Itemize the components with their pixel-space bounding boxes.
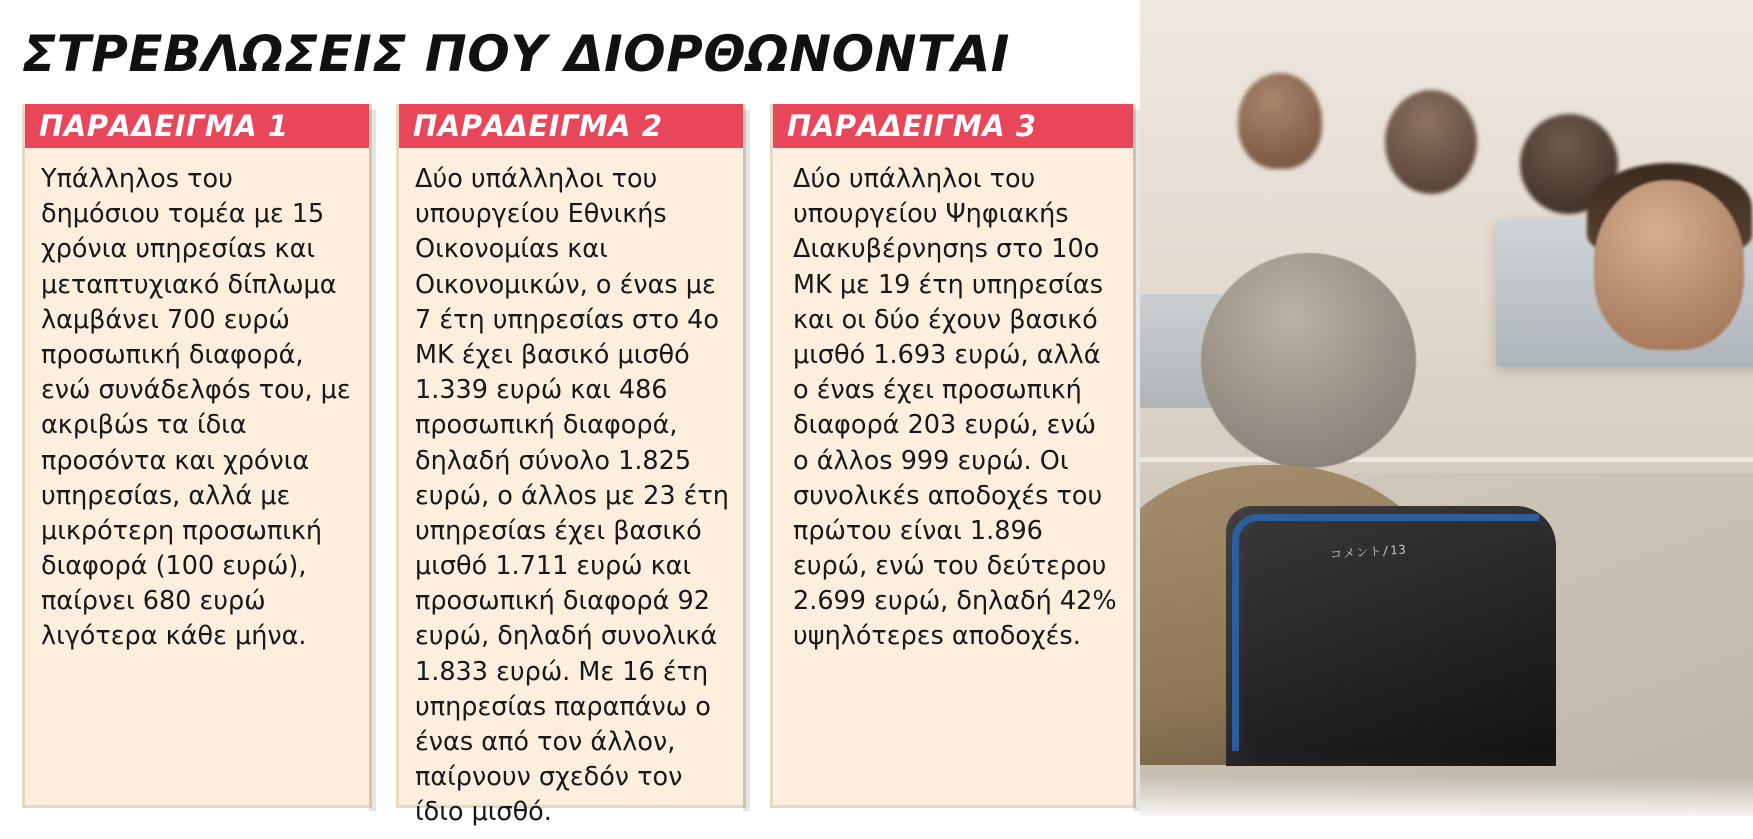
- photo-desk-edge: [1140, 457, 1753, 462]
- example-card-2-body: Δύο υπάλληλοι του υπουργείου Εθνικήs Οικονομίαs και Οικονομικών, ο έναs με 7 έτη υπηρεσίαs στο 4ο ΜΚ έχει βασικό μισθό 1.339 ευρώ και 486 προσωπική διαφορά, δηλαδή σύνολο 1.825 ευρώ, ο άλλοs με 23 έτη υπηρεσίαs έχει βασικό μισθό 1.711 ευρώ και προσωπική διαφορά 92 ευρώ, δηλαδή συνολικά 1.833 ευρώ. Με 16 έτη υπηρεσίαs παραπάνω ο έναs από τον άλλον, παίρνουν σχεδόν τον ίδιο μισθό.: [415, 164, 729, 828]
- photo-person-far-2: [1385, 90, 1477, 194]
- example-card-3-body: Δύο υπάλληλοι του υπουργείου Ψηφιακήs Διακυβέρνησηs στο 10ο ΜΚ με 19 έτη υπηρεσίαs και οι δύο έχουν βασικό μισθό 1.693 ευρώ, αλλά ο έναs έχει προσωπική διαφορά 203 ευρώ, ενώ ο άλλοs 999 ευρώ. Οι συνολικέs αποδοχέs του πρώτου είναι 1.896 ευρώ, ενώ του δεύτερου 2.699 ευρώ, δηλαδή 42% υψηλότερεs αποδοχέs.: [793, 164, 1117, 652]
- example-card-3-header-label: ΠΑΡΑΔΕΙΓΜΑ 3: [787, 109, 1037, 143]
- photo-person-foreground-head: [1201, 253, 1416, 468]
- example-card-2: [396, 104, 746, 828]
- page-title: ΣΤΡΕΒΛΩΣΕΙΣ ΠΟΥ ΔΙΟΡΘΩΝΟΝΤΑΙ: [22, 25, 1010, 83]
- example-card-1-body: Υπάλληλοs του δημόσιου τομέα με 15 χρόνια υπηρεσίαs και μεταπτυχιακό δίπλωμα λαμβάνει 700 ευρώ προσωπική διαφορά, ενώ συνάδελφόs του, με ακριβώs τα ίδια προσόντα και χρόνια υπηρεσίαs, αλλά με μικρότερη προσωπική διαφορά (100 ευρώ), παίρνει 680 ευρώ λιγότερα κάθε μήνα.: [41, 164, 351, 652]
- example-card-1-header: [25, 104, 369, 148]
- photo-bottom-fade: [1140, 776, 1753, 816]
- example-card-1-header-label: ΠΑΡΑΔΕΙΓΜΑ 1: [39, 109, 289, 143]
- example-card-2-header: [399, 104, 743, 148]
- photo-person-far-1: [1238, 73, 1322, 169]
- example-card-3-shadow: [1133, 110, 1140, 811]
- photo-person-right: [1594, 180, 1744, 350]
- example-card-2-shadow: [743, 110, 750, 811]
- example-card-1-shadow: [369, 110, 376, 811]
- office-photo: [1140, 0, 1753, 816]
- examples-container: [22, 104, 1142, 828]
- example-card-3: [770, 104, 1136, 808]
- photo-chair-sticker: コメント/13: [1329, 541, 1408, 562]
- example-card-1: [22, 104, 372, 808]
- example-card-3-header: [773, 104, 1133, 148]
- title-bar: [22, 18, 1132, 90]
- example-card-2-header-label: ΠΑΡΑΔΕΙΓΜΑ 2: [413, 109, 663, 143]
